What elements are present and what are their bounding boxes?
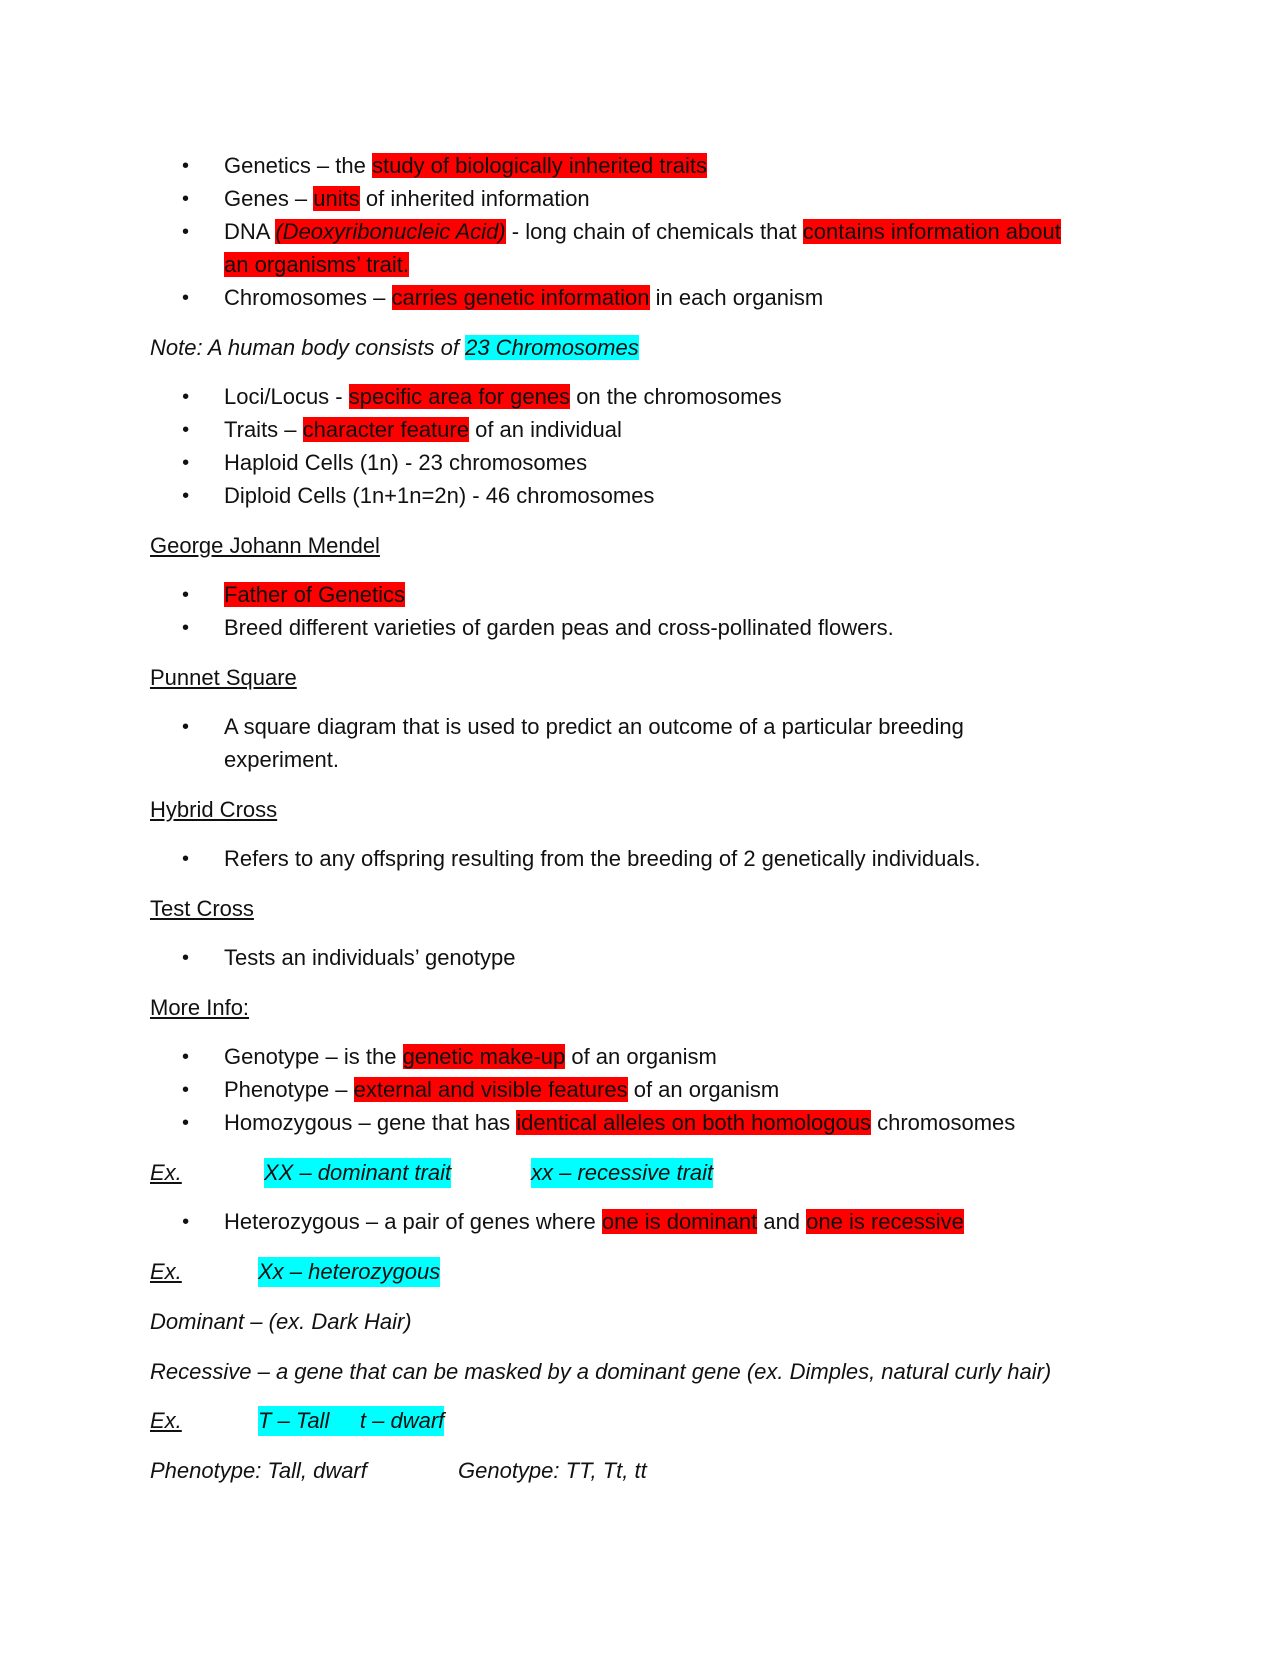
list-item-text — [224, 415, 622, 445]
genotype-text: Genotype: TT, Tt, tt — [458, 1458, 647, 1483]
red-highlight: specific area for genes — [348, 384, 571, 409]
list-item-text — [224, 250, 409, 280]
list-item-text: Haploid Cells (1n) - 23 chromosomes — [224, 450, 588, 475]
rest-text: of inherited information — [359, 186, 590, 211]
term-label: Loci/Locus - — [224, 384, 349, 409]
bullet-icon: • — [182, 1046, 190, 1068]
mid-text: - long chain of chemicals that — [505, 219, 803, 244]
list-item-text: experiment. — [224, 747, 339, 772]
bullet-icon: • — [182, 452, 190, 474]
bullet-icon: • — [182, 287, 190, 309]
rest-text: of an organism — [627, 1077, 780, 1102]
red-highlight: one is dominant — [601, 1209, 758, 1234]
bullet-icon: • — [182, 848, 190, 870]
term-label: Genes – — [224, 186, 314, 211]
rest-text: of an individual — [468, 417, 622, 442]
rest-text: of an organism — [565, 1044, 717, 1069]
list-item-text — [224, 217, 1061, 247]
red-highlight: units — [313, 186, 360, 211]
bullet-icon: • — [182, 188, 190, 210]
cyan-highlight: T – Tall t – dwarf — [258, 1406, 444, 1436]
bullet-icon: • — [182, 584, 190, 606]
term-label: Genotype – is the — [224, 1044, 403, 1069]
red-highlight: identical alleles on both homologous — [516, 1110, 871, 1135]
example-label: Ex. — [150, 1259, 182, 1284]
bullet-icon: • — [182, 1211, 190, 1233]
list-item-text — [224, 580, 405, 610]
note-label: Note: A human body consists of — [150, 335, 466, 360]
list-item-text — [224, 1108, 1015, 1138]
example-label: Ex. — [150, 1160, 182, 1185]
heading-text: More Info: — [150, 995, 250, 1020]
list-item-text: Diploid Cells (1n+1n=2n) - 46 chromosomes — [224, 483, 655, 508]
cyan-highlight: XX – dominant trait — [264, 1158, 451, 1188]
list-item-text: Breed different varieties of garden peas and cross-pollinated flowers. — [224, 615, 894, 640]
note-text — [150, 333, 639, 363]
heading-text: Punnet Square — [150, 665, 297, 690]
heading-text: Hybrid Cross — [150, 797, 278, 822]
term-label: Phenotype – — [224, 1077, 354, 1102]
term-label: Traits – — [224, 417, 303, 442]
dominant-text: Dominant – (ex. Dark Hair) — [150, 1309, 412, 1334]
bullet-icon: • — [182, 617, 190, 639]
term-label: Genetics – the — [224, 153, 372, 178]
list-item-text — [224, 184, 590, 214]
bullet-icon: • — [182, 947, 190, 969]
red-highlight: study of biologically inherited traits — [371, 153, 708, 178]
term-label: Heterozygous – a pair of genes where — [224, 1209, 602, 1234]
term-label: DNA — [224, 219, 276, 244]
list-item-text: A square diagram that is used to predict an outcome of a particular breeding — [224, 714, 964, 739]
list-item-text — [224, 151, 707, 181]
bullet-icon: • — [182, 221, 190, 243]
cyan-highlight: Xx – heterozygous — [258, 1257, 440, 1287]
bullet-icon: • — [182, 485, 190, 507]
bullet-icon: • — [182, 419, 190, 441]
example-label: Ex. — [150, 1408, 182, 1433]
list-item-text: Refers to any offspring resulting from the breeding of 2 genetically individuals. — [224, 846, 981, 871]
recessive-text: Recessive – a gene that can be masked by a dominant gene (ex. Dimples, natural curly hair) — [150, 1359, 1052, 1384]
phenotype-text: Phenotype: Tall, dwarf — [150, 1458, 367, 1483]
list-item-text — [224, 1207, 964, 1237]
red-highlight: an organisms’ trait. — [224, 252, 410, 277]
red-highlight: Father of Genetics — [224, 582, 405, 607]
rest-text: in each organism — [649, 285, 824, 310]
cyan-highlight: 23 Chromosomes — [465, 335, 639, 360]
red-highlight: character feature — [302, 417, 469, 442]
rest-text: on the chromosomes — [570, 384, 782, 409]
red-highlight: carries genetic information — [391, 285, 650, 310]
list-item-text: Tests an individuals’ genotype — [224, 945, 516, 970]
bullet-icon: • — [182, 155, 190, 177]
term-label: Chromosomes – — [224, 285, 392, 310]
red-highlight: genetic make-up — [402, 1044, 566, 1069]
mid-text: and — [757, 1209, 807, 1234]
heading-text: George Johann Mendel — [150, 533, 380, 558]
list-item-text — [224, 283, 823, 313]
bullet-icon: • — [182, 1079, 190, 1101]
rest-text: chromosomes — [870, 1110, 1016, 1135]
heading-text: Test Cross — [150, 896, 254, 921]
list-item-text — [224, 1042, 717, 1072]
term-label: Homozygous – gene that has — [224, 1110, 517, 1135]
cyan-highlight: xx – recessive trait — [531, 1158, 713, 1188]
bullet-icon: • — [182, 386, 190, 408]
bullet-icon: • — [182, 1112, 190, 1134]
bullet-icon: • — [182, 716, 190, 738]
list-item-text — [224, 382, 782, 412]
red-highlight: (Deoxyribonucleic Acid) — [275, 219, 506, 244]
list-item-text — [224, 1075, 779, 1105]
red-highlight: contains information about — [802, 219, 1061, 244]
red-highlight: external and visible features — [353, 1077, 628, 1102]
red-highlight: one is recessive — [806, 1209, 964, 1234]
